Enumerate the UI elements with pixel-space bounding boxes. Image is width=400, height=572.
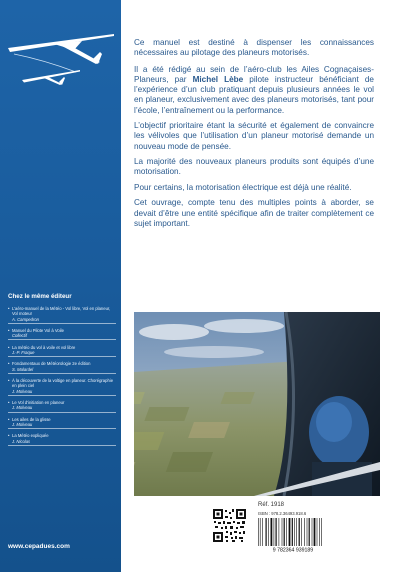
barcode-bar — [301, 518, 302, 546]
barcode-icon — [254, 516, 332, 553]
book-author: J.-P. Fraque — [8, 350, 116, 357]
qr-code-icon — [212, 508, 247, 543]
barcode-bar — [284, 518, 285, 546]
list-item — [8, 417, 116, 430]
barcode-bar — [260, 518, 261, 546]
list-item — [8, 345, 116, 358]
barcode-bar — [282, 518, 283, 546]
barcode-bar — [309, 518, 310, 546]
book-title: • L’aéro-manuel de la Météo - Vol libre, Vol en planeur, Vol moteur — [8, 306, 116, 317]
barcode-bar — [286, 518, 287, 546]
text-span: pilote instructeur bénéficiant de l’expérience d’un club pratiquant depuis plusieurs années le vol en planeur, exclusivement avec des planeurs motorisés, tant pour l’école, l’entraînement ou la performance. — [134, 74, 374, 115]
back-cover-text — [134, 38, 374, 234]
barcode-bar — [266, 518, 267, 546]
reference-number: Réf. 1918 — [258, 502, 285, 508]
barcode-bar — [312, 518, 313, 546]
list-item — [8, 400, 116, 413]
barcode-bar — [321, 518, 322, 546]
book-author: J. Nicolas — [8, 439, 116, 446]
barcode-bar — [276, 518, 277, 546]
book-title: • La Météo expliquée — [8, 433, 116, 438]
barcode-bar — [314, 518, 316, 546]
paragraph — [134, 65, 374, 116]
barcode-bar — [268, 518, 269, 546]
barcode-bar — [319, 518, 320, 546]
book-author: S. Malardel — [8, 367, 116, 374]
barcode-bar — [279, 518, 280, 546]
list-item — [8, 328, 116, 341]
barcode-bar — [304, 518, 305, 546]
barcode-bar — [294, 518, 295, 546]
sidebar — [0, 0, 121, 572]
cockpit-photo-image — [134, 312, 380, 496]
barcode-bar — [307, 518, 308, 546]
book-author: J. Molveau — [8, 389, 116, 396]
paragraph: La majorité des nouveaux planeurs produits sont équipés d’une motorisation. — [134, 157, 374, 177]
publisher-url[interactable]: www.cepadues.com — [8, 543, 70, 550]
barcode-digits: 9 782364 939189 — [272, 547, 314, 553]
author-name: Michel Lèbe — [192, 74, 244, 84]
isbn-text: ISBN : 978.2.36493.918.6 — [258, 511, 307, 516]
book-title: • Fondamentaux de Météorologie 2e édition — [8, 361, 116, 366]
list-item — [8, 306, 116, 324]
book-author: J. Molveau — [8, 405, 116, 412]
barcode-bar — [296, 518, 297, 546]
book-author: Collectif — [8, 333, 116, 340]
book-title: • Manuel du Pilote Vol à Voile — [8, 328, 116, 333]
barcode-bar — [274, 518, 275, 546]
barcode-bar — [271, 518, 273, 546]
barcode-bar — [289, 518, 291, 546]
paragraph: Pour certains, la motorisation électrique est déjà une réalité. — [134, 182, 352, 192]
barcode-bar — [262, 518, 263, 546]
list-item — [8, 433, 116, 446]
book-title: • Le Vol d’initiation en planeur — [8, 400, 116, 405]
barcode-bar — [258, 518, 259, 546]
book-author: A. Campedron — [8, 317, 116, 324]
paragraph: Cet ouvrage, compte tenu des multiples points à aborder, se devait d’être une entité spécifique afin de traiter complètement ce sujet important. — [134, 198, 374, 228]
text-span: Il a été rédigé au sein de l’aéro-club les Ailes Cognaçaises- Planeurs, par — [134, 64, 374, 84]
book-title: • La météo du vol à voile et vol libre — [8, 345, 116, 350]
related-books-list — [8, 306, 116, 450]
book-title: • À la découverte de la voltige en planeur. Chorégraphie en plein ciel — [8, 378, 116, 389]
book-author: J. Molveau — [8, 422, 116, 429]
list-item — [8, 361, 116, 374]
list-item — [8, 378, 116, 396]
paragraph: Ce manuel est destiné à dispenser les connaissances nécessaires au pilotage des planeurs motorisés. — [134, 38, 374, 58]
barcode-bar — [292, 518, 293, 546]
paragraph: L’objectif prioritaire étant la sécurité et également de convaincre les vélivoles que l’utilisation d’un planeur motorisé demande un nouveau mode de pensée. — [134, 121, 374, 151]
cockpit-photo — [134, 312, 380, 496]
related-books-heading: Chez le même éditeur — [8, 293, 72, 300]
glider-logo-icon — [4, 14, 119, 104]
book-title: • Les ailes de la glisse — [8, 417, 116, 422]
barcode-bar — [299, 518, 300, 546]
barcode-bar — [317, 518, 318, 546]
